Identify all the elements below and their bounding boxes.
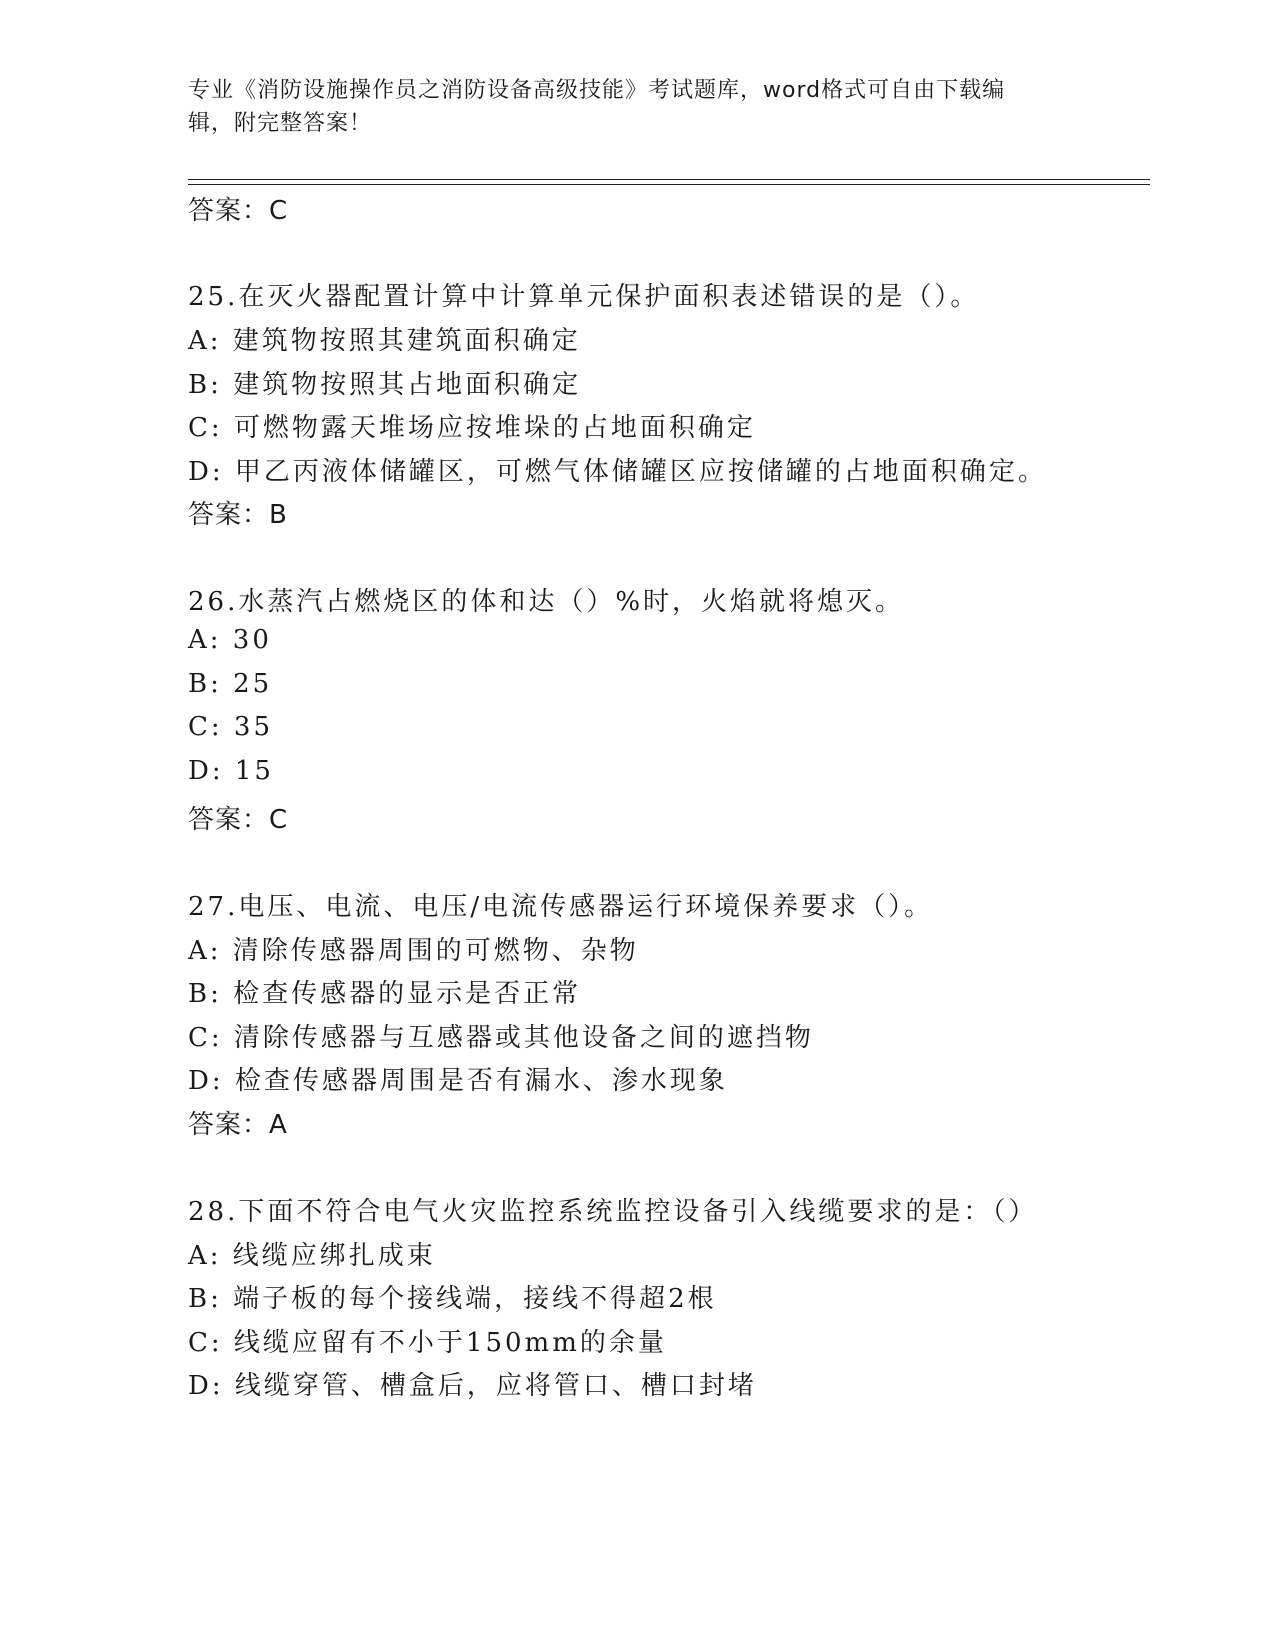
option-a: A: 建筑物按照其建筑面积确定 bbox=[188, 326, 581, 356]
option-d: D: 检查传感器周围是否有漏水、渗水现象 bbox=[188, 1066, 728, 1096]
option-c: C: 35 bbox=[188, 712, 274, 742]
header-line-2: 辑，附完整答案！ bbox=[188, 111, 373, 136]
document-header bbox=[188, 74, 1068, 140]
header-divider-top bbox=[188, 179, 1150, 180]
option-a: A: 30 bbox=[188, 625, 272, 655]
question-stem: 25.在灭火器配置计算中计算单元保护面积表述错误的是（）。 bbox=[188, 282, 980, 312]
option-b: B: 建筑物按照其占地面积确定 bbox=[188, 370, 582, 400]
question-stem: 26.水蒸汽占燃烧区的体和达（）%时，火焰就将熄灭。 bbox=[188, 587, 905, 617]
answer-line: 答案：A bbox=[188, 1110, 288, 1140]
option-d: D: 线缆穿管、槽盒后，应将管口、槽口封堵 bbox=[188, 1371, 757, 1401]
option-c: C: 线缆应留有不小于150mm的余量 bbox=[188, 1328, 667, 1358]
question-stem: 28.下面不符合电气火灾监控系统监控设备引入线缆要求的是：（） bbox=[188, 1197, 1038, 1227]
question-stem: 27.电压、电流、电压/电流传感器运行环境保养要求（）。 bbox=[188, 892, 934, 922]
option-c: C: 可燃物露天堆场应按堆垛的占地面积确定 bbox=[188, 413, 756, 443]
option-b: B: 端子板的每个接线端，接线不得超2根 bbox=[188, 1284, 717, 1314]
answer-line: 答案：C bbox=[188, 196, 289, 226]
header-line-1: 专业《消防设施操作员之消防设备高级技能》考试题库，word格式可自由下载编 bbox=[188, 78, 1006, 103]
option-c: C: 清除传感器与互感器或其他设备之间的遮挡物 bbox=[188, 1023, 814, 1053]
option-a: A: 线缆应绑扎成束 bbox=[188, 1241, 436, 1271]
answer-line: 答案：C bbox=[188, 805, 289, 835]
option-d: D: 15 bbox=[188, 756, 274, 786]
option-b: B: 检查传感器的显示是否正常 bbox=[188, 979, 582, 1009]
header-divider-bottom bbox=[188, 184, 1150, 185]
answer-line: 答案：B bbox=[188, 500, 288, 530]
option-a: A: 清除传感器周围的可燃物、杂物 bbox=[188, 936, 639, 966]
option-d: D: 甲乙丙液体储罐区，可燃气体储罐区应按储罐的占地面积确定。 bbox=[188, 457, 1047, 487]
option-b: B: 25 bbox=[188, 669, 273, 699]
